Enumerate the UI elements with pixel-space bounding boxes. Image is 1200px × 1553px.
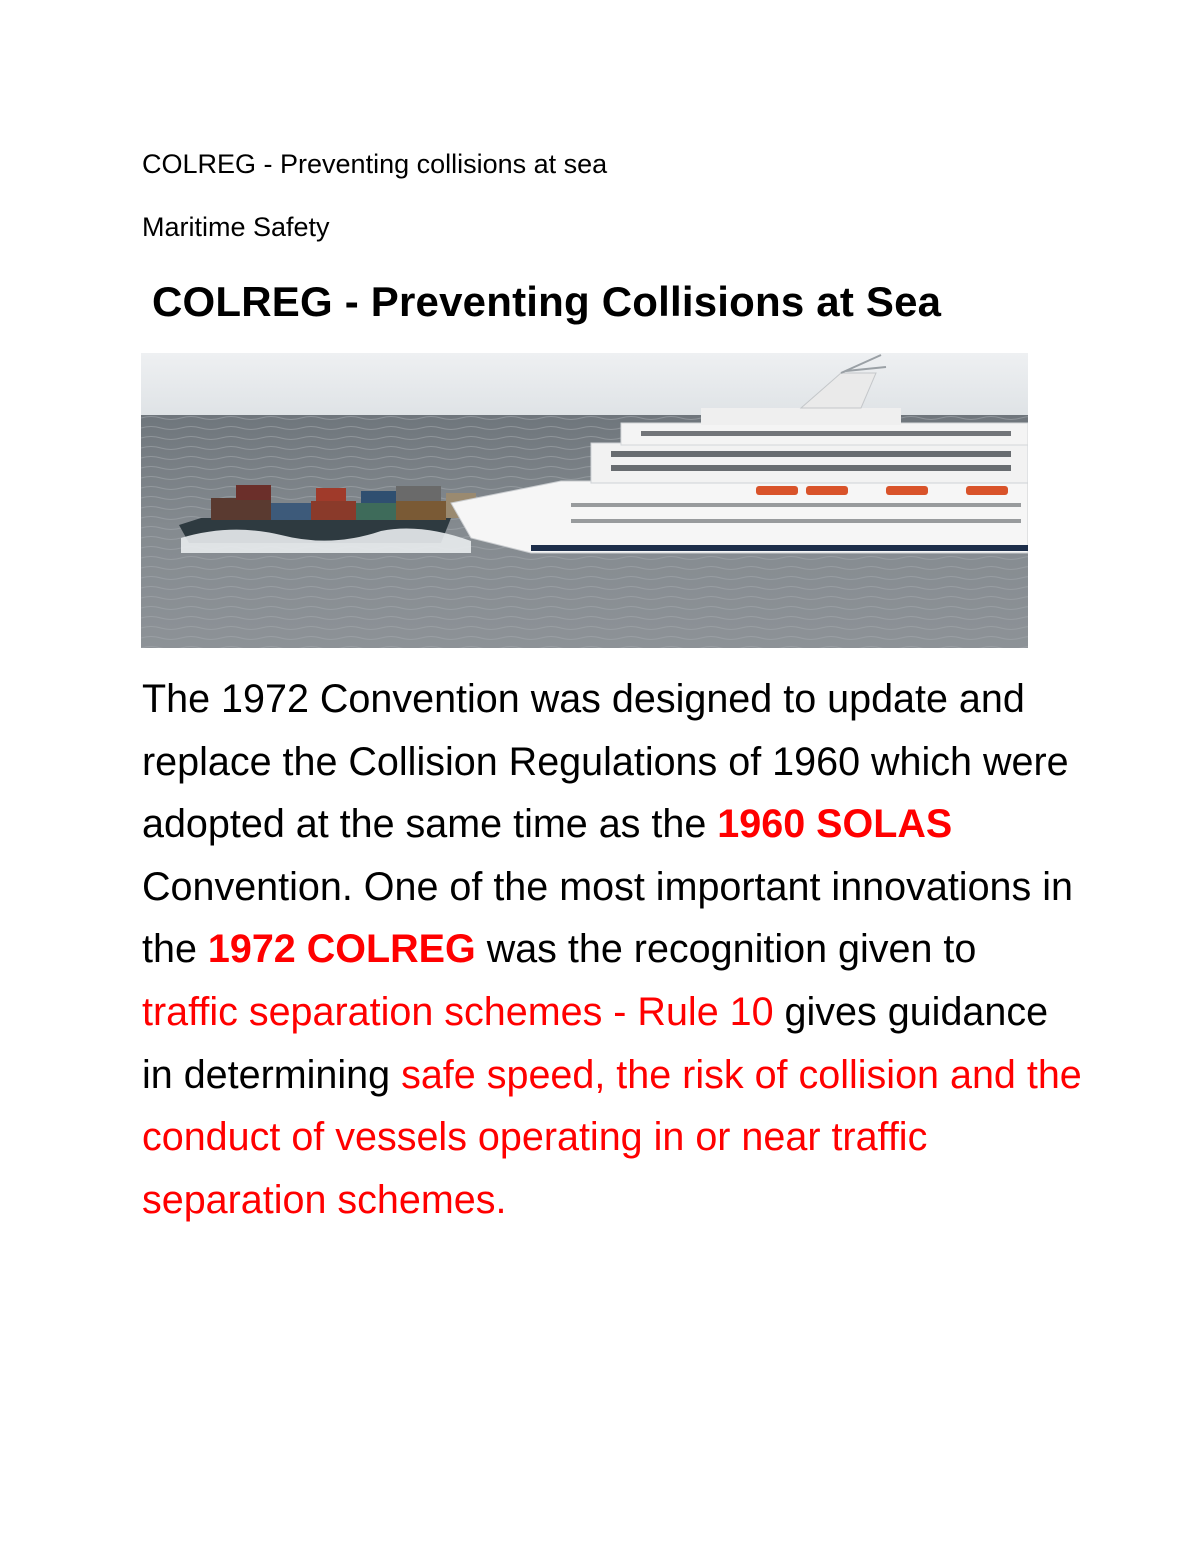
- paragraph-text-1: The 1972 Convention was designed to update and replace the Collision Regulations of 1960 which were adopted at the same time as the: [142, 677, 1069, 847]
- solas-highlight: 1960 SOLAS: [717, 802, 953, 847]
- document-title-line: COLREG - Preventing collisions at sea: [142, 149, 608, 179]
- sky: [141, 353, 1028, 415]
- ship-collision-photo: [141, 353, 1028, 648]
- safe-speed-highlight: safe speed, the risk of collision and the conduct of vessels operating in or near traffic separation schemes.: [142, 1052, 1082, 1222]
- document-category-line: Maritime Safety: [142, 212, 330, 242]
- page-heading: COLREG - Preventing Collisions at Sea: [152, 278, 942, 325]
- traffic-separation-highlight: traffic separation schemes - Rule 10: [142, 989, 774, 1034]
- paragraph-text-4: gives guidance in determining: [142, 989, 1049, 1097]
- paragraph-text-2: Convention. One of the most important innovations in the: [142, 864, 1073, 972]
- body-paragraph: [142, 668, 1082, 1231]
- paragraph-text-3: was the recognition given to: [475, 927, 977, 972]
- colreg-highlight: 1972 COLREG: [207, 927, 476, 972]
